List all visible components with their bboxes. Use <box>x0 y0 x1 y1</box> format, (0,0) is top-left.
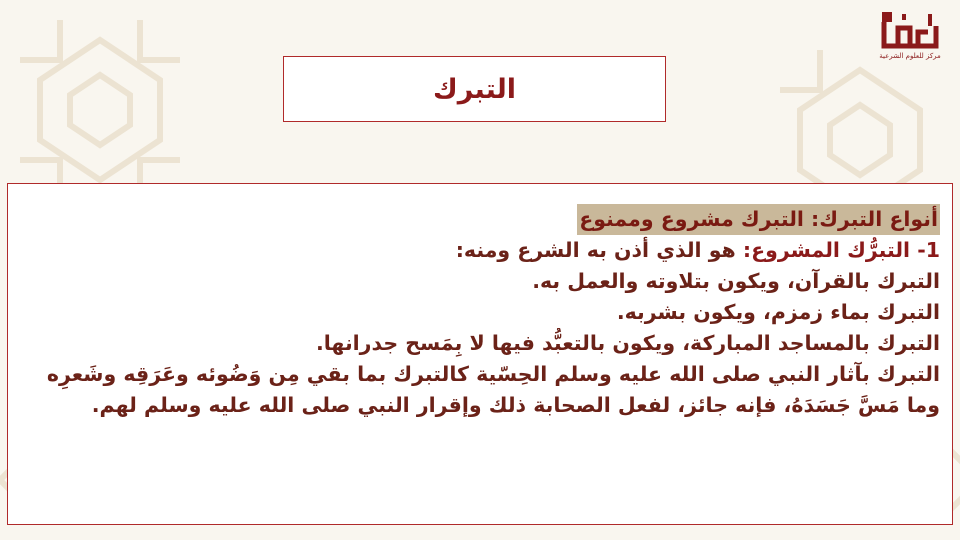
list-item: وما مَسَّ جَسَدَهُ، فإنه جائز، لفعل الصحابة ذلك وإقرار النبي صلى الله عليه وسلم لهم. <box>91 393 940 417</box>
content-box <box>7 183 953 525</box>
list-item: التبرك بالمساجد المباركة، ويكون بالتعبُّد فيها لا بِمَسح جدرانها. <box>315 331 940 355</box>
title-box <box>283 56 666 122</box>
list-item: التبرك بآثار النبي صلى الله عليه وسلم الحِسّية كالتبرك بما بقي مِن وَضُوئه وعَرَقِه وشَعرِه <box>46 362 940 386</box>
ihkam-logo-icon <box>878 8 942 52</box>
item-1-label: 1- التبرُّك المشروع: <box>742 238 940 262</box>
list-item: التبرك بماء زمزم، ويكون بشربه. <box>616 300 940 324</box>
logo-subtitle: مركز للعلوم الشرعية <box>879 52 941 60</box>
section-heading-line <box>22 204 940 235</box>
item-1-text: هو الذي أذن به الشرع ومنه: <box>455 238 743 262</box>
section-heading: أنواع التبرك: التبرك مشروع وممنوع <box>577 204 940 235</box>
page-title: التبرك <box>433 73 516 105</box>
item-1-line <box>22 235 940 266</box>
logo <box>878 8 942 70</box>
list-item: التبرك بالقرآن، ويكون بتلاوته والعمل به. <box>532 269 940 293</box>
